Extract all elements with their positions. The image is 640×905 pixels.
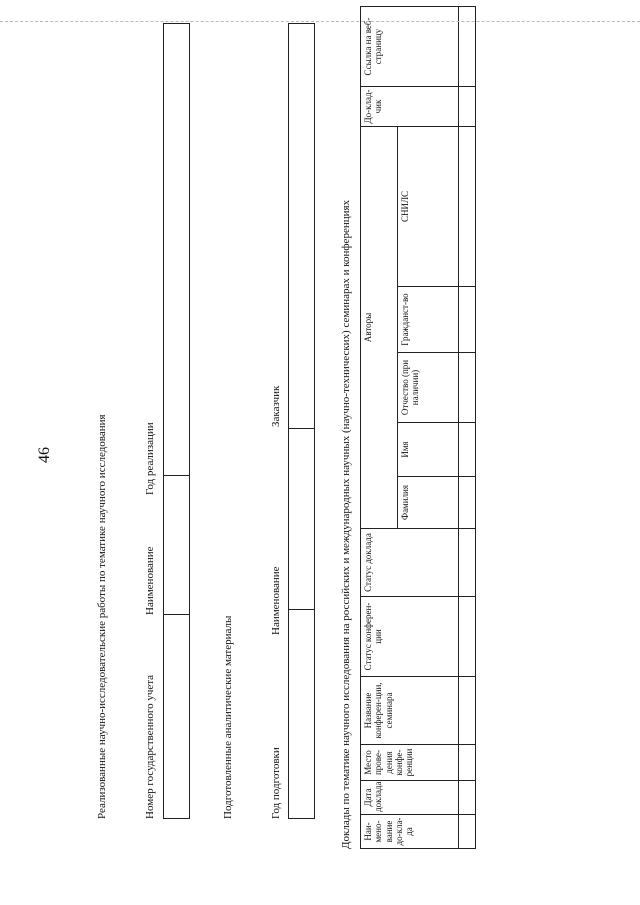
table-cell [459,86,476,126]
col-speaker: До-клад-чик [361,86,459,126]
table-cell [459,677,476,745]
table-cell [459,287,476,353]
research-table-row [163,23,190,819]
table-cell [459,597,476,677]
research-divider-2 [163,475,190,476]
table-cell [459,781,476,815]
table-cell [459,353,476,423]
research-heading: Реализованные научно-исследовательские работы по тематике научного исследования [96,414,108,819]
analytics-col-name: Наименование [270,566,282,635]
col-report-date: Дата доклада [361,781,459,815]
page-number: 46 [36,447,53,463]
col-report-status: Статус доклада [361,529,459,597]
col-authors: Авторы [361,126,398,528]
reports-table [360,6,476,849]
col-author-surname: Фамилия [397,477,458,529]
col-author-first-name: Имя [397,423,458,477]
col-author-patronymic: Отчество (при наличии) [397,353,458,423]
research-col-year: Год реализации [144,422,156,495]
analytics-heading: Подготовленные аналитические материалы [222,615,234,819]
col-web-link: Ссылка на веб-страницу [361,6,459,86]
col-conference-status: Статус конферен-ции [361,597,459,677]
table-cell [459,745,476,781]
col-report-name: Наи-мено-вание до-кла-да [361,815,459,849]
research-col-number: Номер государственного учета [144,674,156,819]
table-row [459,6,476,848]
table-cell [459,815,476,849]
table-cell [459,477,476,529]
table-cell [459,6,476,86]
col-author-snils: СНИЛС [397,126,458,286]
analytics-divider-1 [288,609,315,610]
table-cell [459,529,476,597]
table-cell [459,126,476,286]
table-cell [459,423,476,477]
analytics-divider-2 [288,428,315,429]
col-conference-name: Название конферен-ции, семинара [361,677,459,745]
col-author-citizenship: Гражданст-во [397,287,458,353]
reports-heading: Доклады по тематике научного исследования на российских и международных научных (научно-технических) семинарах и конференциях [340,199,352,849]
analytics-col-year: Год подготовки [270,747,282,819]
margin-line [0,21,640,22]
research-col-name: Наименование [144,546,156,615]
research-divider-1 [163,614,190,615]
col-conference-place: Место прове-дения конфе-ренции [361,745,459,781]
analytics-col-customer: Заказчик [270,385,282,427]
analytics-table-row [288,23,315,819]
